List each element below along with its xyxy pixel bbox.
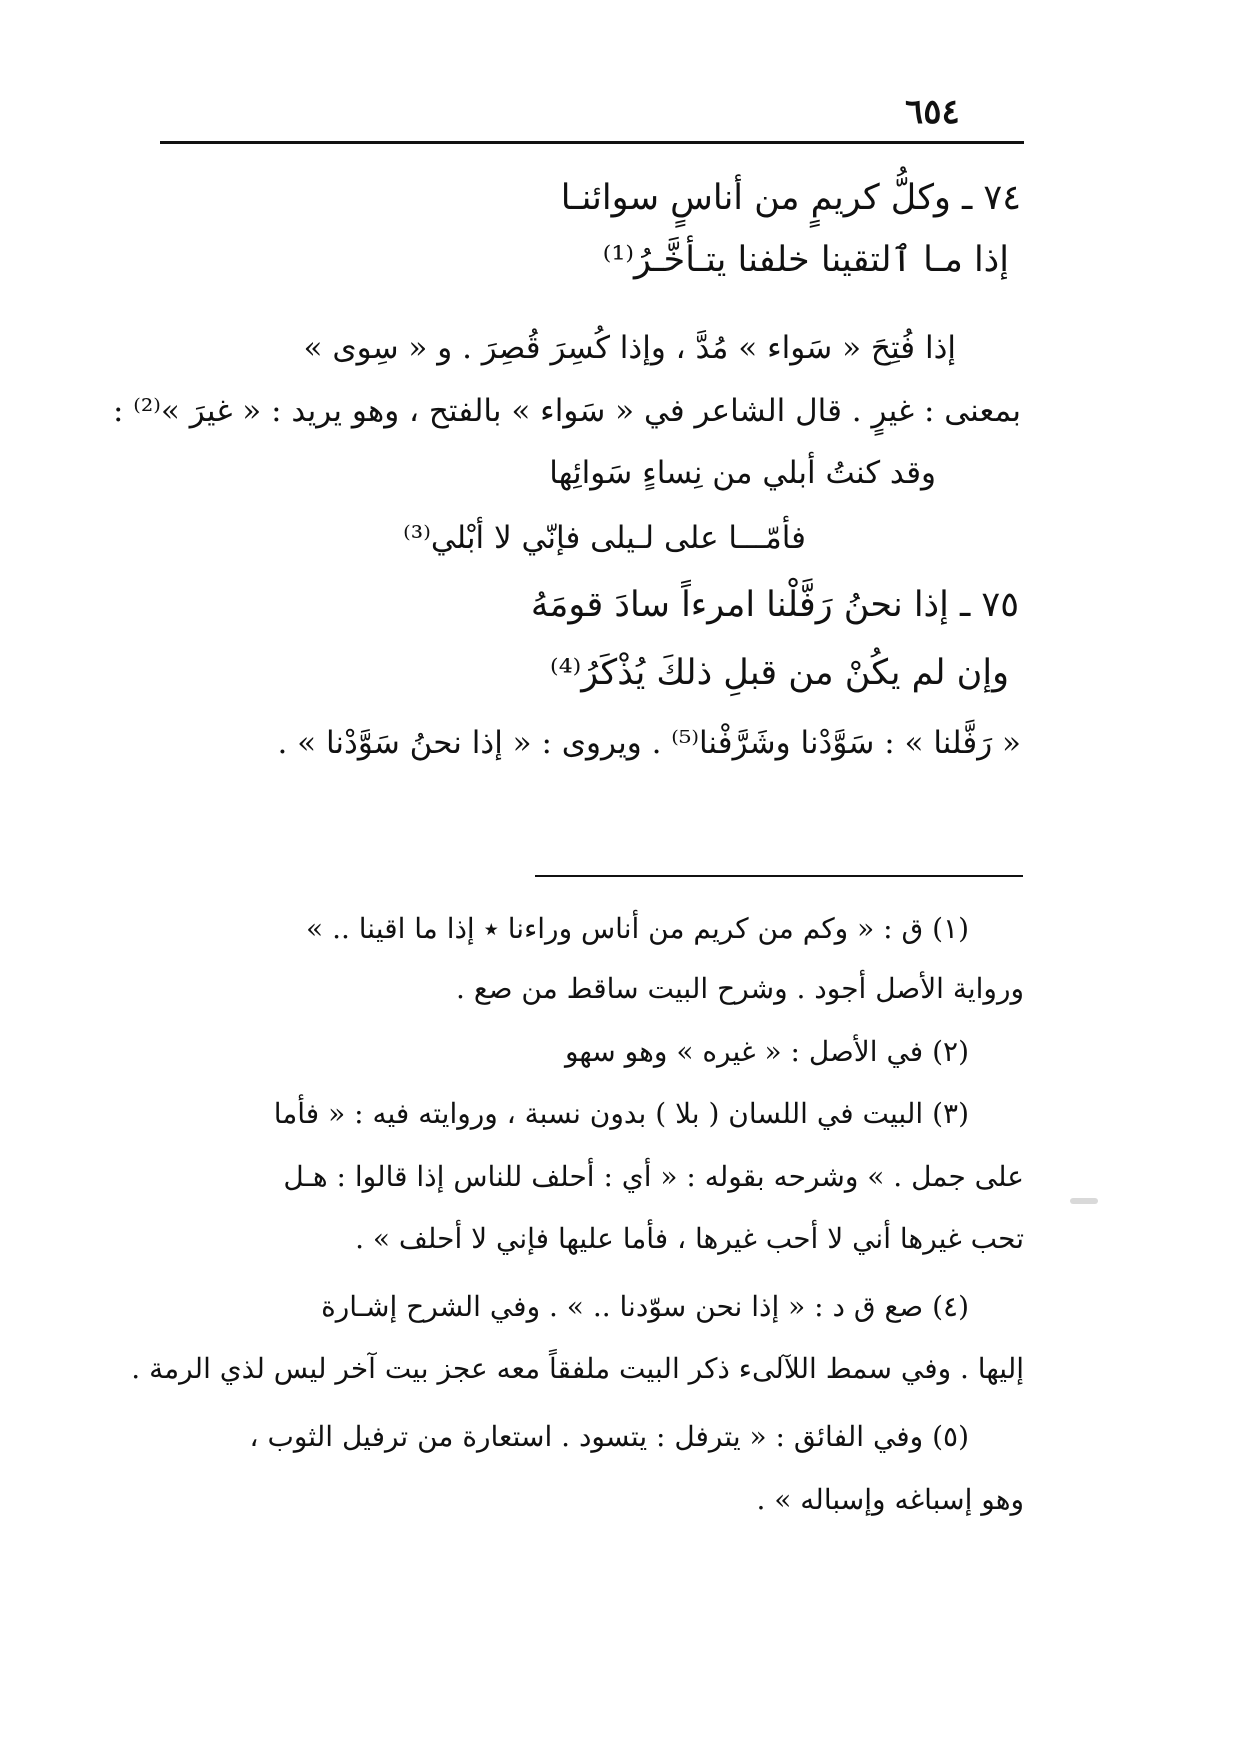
footnote-3-line-1: (٣) البيت في اللسان ( بلا ) بدون نسبة ، وروايته فيه : « فأما xyxy=(273,1097,969,1130)
footnote-1-line-2: ورواية الأصل أجود . وشرح البيت ساقط من صع . xyxy=(456,972,1024,1005)
commentary-74-line-2: بمعنى : غيرٍ . قال الشاعر في « سَواء » بالفتح ، وهو يريد : « غيرَ »⁽²⁾ : xyxy=(112,393,1021,429)
page-number: ٦٥٤ xyxy=(905,92,960,132)
commentary-74-line-1: إذا فُتِحَ « سَواء » مُدَّ ، وإذا كُسِرَ قُصِرَ . و « سِوى » xyxy=(303,330,956,366)
verse-75-first-hemistich: ٧٥ ـ إذا نحنُ رَفَّلْنا امرءاً سادَ قومَهُ xyxy=(530,585,1019,625)
footnotes-separator xyxy=(535,875,1023,877)
quoted-verse-line-1: وقد كنتُ أبلي من نِساءٍ سَوائِها xyxy=(549,455,936,491)
footnote-5-line-2: وهو إسباغه وإسباله » . xyxy=(756,1483,1024,1516)
footnote-3-line-3: تحب غيرها أني لا أحب غيرها ، فأما عليها فإني لا أحلف » . xyxy=(355,1222,1024,1255)
header-rule xyxy=(160,141,1024,144)
footnote-1-line-1: (١) ق : « وكم من كريم من أناس وراءنا ٭ إذا ما اقينا .. » xyxy=(306,912,969,945)
commentary-75: « رَفَّلنا » : سَوَّدْنا وشَرَّفْنا⁽⁵⁾ . ويروى : « إذا نحنُ سَوَّدْنا » . xyxy=(277,725,1021,761)
verse-74-second-hemistich: إذا مـا ٱلتقينا خلفنا يتـأخَّـرُ⁽¹⁾ xyxy=(602,240,1009,280)
footnote-4-line-1: (٤) صع ق د : « إذا نحن سوّدنا .. » . وفي الشرح إشـارة xyxy=(321,1290,969,1323)
quoted-verse-line-2: فأمّـــا على لـيلى فإنّي لا أبْلي⁽³⁾ xyxy=(403,520,806,556)
verse-75-second-hemistich: وإن لم يكُنْ من قبلِ ذلكَ يُذْكَرُ⁽⁴⁾ xyxy=(549,653,1009,693)
footnote-3-line-2: على جمل . » وشرحه بقوله : « أي : أحلف للناس إذا قالوا : هـل xyxy=(283,1160,1024,1193)
scan-mark xyxy=(1070,1198,1098,1204)
verse-74-first-hemistich: ٧٤ ـ وكلُّ كريمٍ من أناسٍ سوائنـا xyxy=(560,178,1021,218)
footnote-5-line-1: (٥) وفي الفائق : « يترفل : يتسود . استعارة من ترفيل الثوب ، xyxy=(249,1420,969,1453)
footnote-2-line-1: (٢) في الأصل : « غيره » وهو سهو xyxy=(564,1035,969,1068)
footnote-4-line-2: إليها . وفي سمط اللآلىء ذكر البيت ملفقاً معه عجز بيت آخر ليس لذي الرمة . xyxy=(131,1352,1024,1385)
